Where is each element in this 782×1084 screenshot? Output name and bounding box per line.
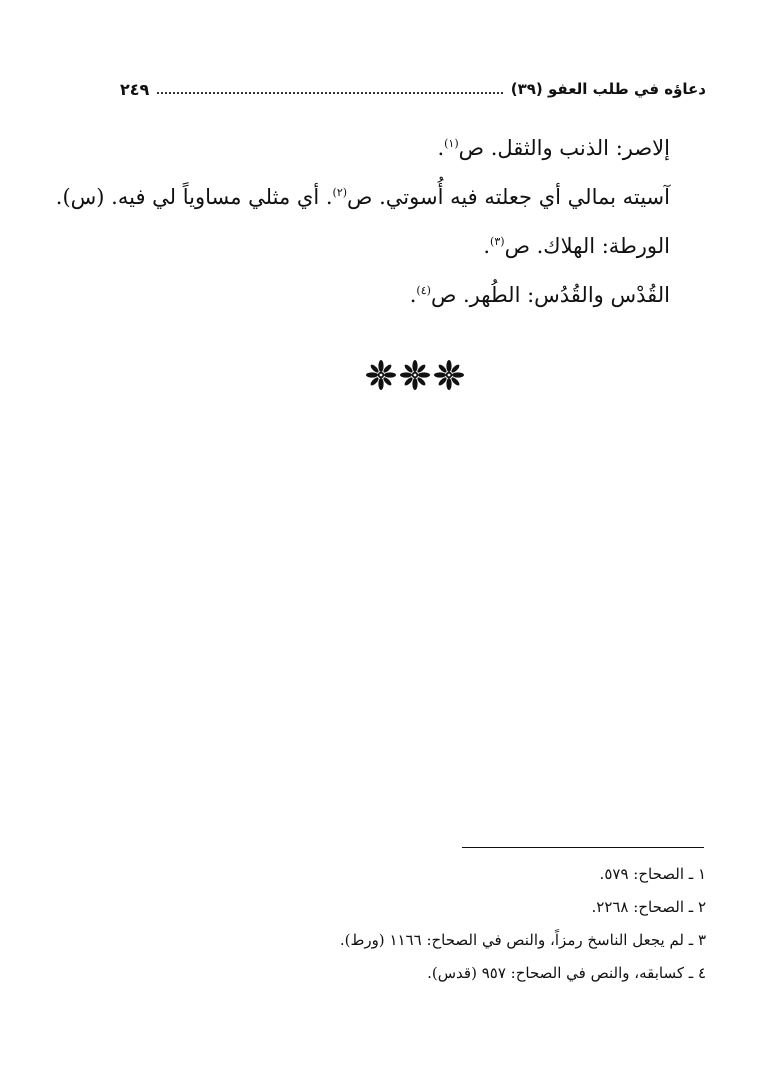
entry-tail: . أي مثلي مساوياً لي فيه. (س). [55,185,333,209]
footnote-ref: (٤) [416,284,431,297]
header-title: دعاؤه في طلب العفو (٣٩) [510,80,706,98]
entry-tail: . [437,136,445,160]
entry-tail: . [409,283,417,307]
glossary-entry [150,271,670,320]
asterisk-flower-icon [399,359,431,391]
header-dot-leader [157,92,502,94]
entry-text: القُدْس والقُدُس: الطُهر. ص [430,283,670,307]
glossary-entry [150,124,670,173]
footnote-ref: (٣) [490,235,505,248]
running-header [120,74,706,104]
asterisk-flower-icon [433,359,465,391]
footnotes [300,858,706,990]
asterisk-flower-icon [365,359,397,391]
footnote-item: ٢ ـ الصحاح: ٢٢٦٨. [591,898,706,916]
footnote-ref: (١) [444,137,459,150]
footnote-item: ٤ ـ كسابقه، والنص في الصحاح: ٩٥٧ (قدس). [427,964,706,982]
footnote-item: ٣ ـ لم يجعل الناسخ رمزاً، والنص في الصحاح: ١١٦٦ (ورط). [339,931,706,949]
entry-text: آسيته بمالي أي جعلته فيه أُسوتي. ص [347,185,670,209]
section-ornament [360,357,470,393]
footnote-item: ١ ـ الصحاح: ٥٧٩. [599,865,706,883]
footnote-separator [462,847,704,848]
glossary-entry [150,222,670,271]
entry-text: إلاصر: الذنب والثقل. ص [458,136,670,160]
footnote-ref: (٢) [332,186,348,199]
entry-tail: . [483,234,491,258]
page-number: ٢٤٩ [120,79,150,99]
entry-text: الورطة: الهلاك. ص [504,234,670,258]
glossary-entry [55,173,670,222]
glossary-body [55,124,670,320]
